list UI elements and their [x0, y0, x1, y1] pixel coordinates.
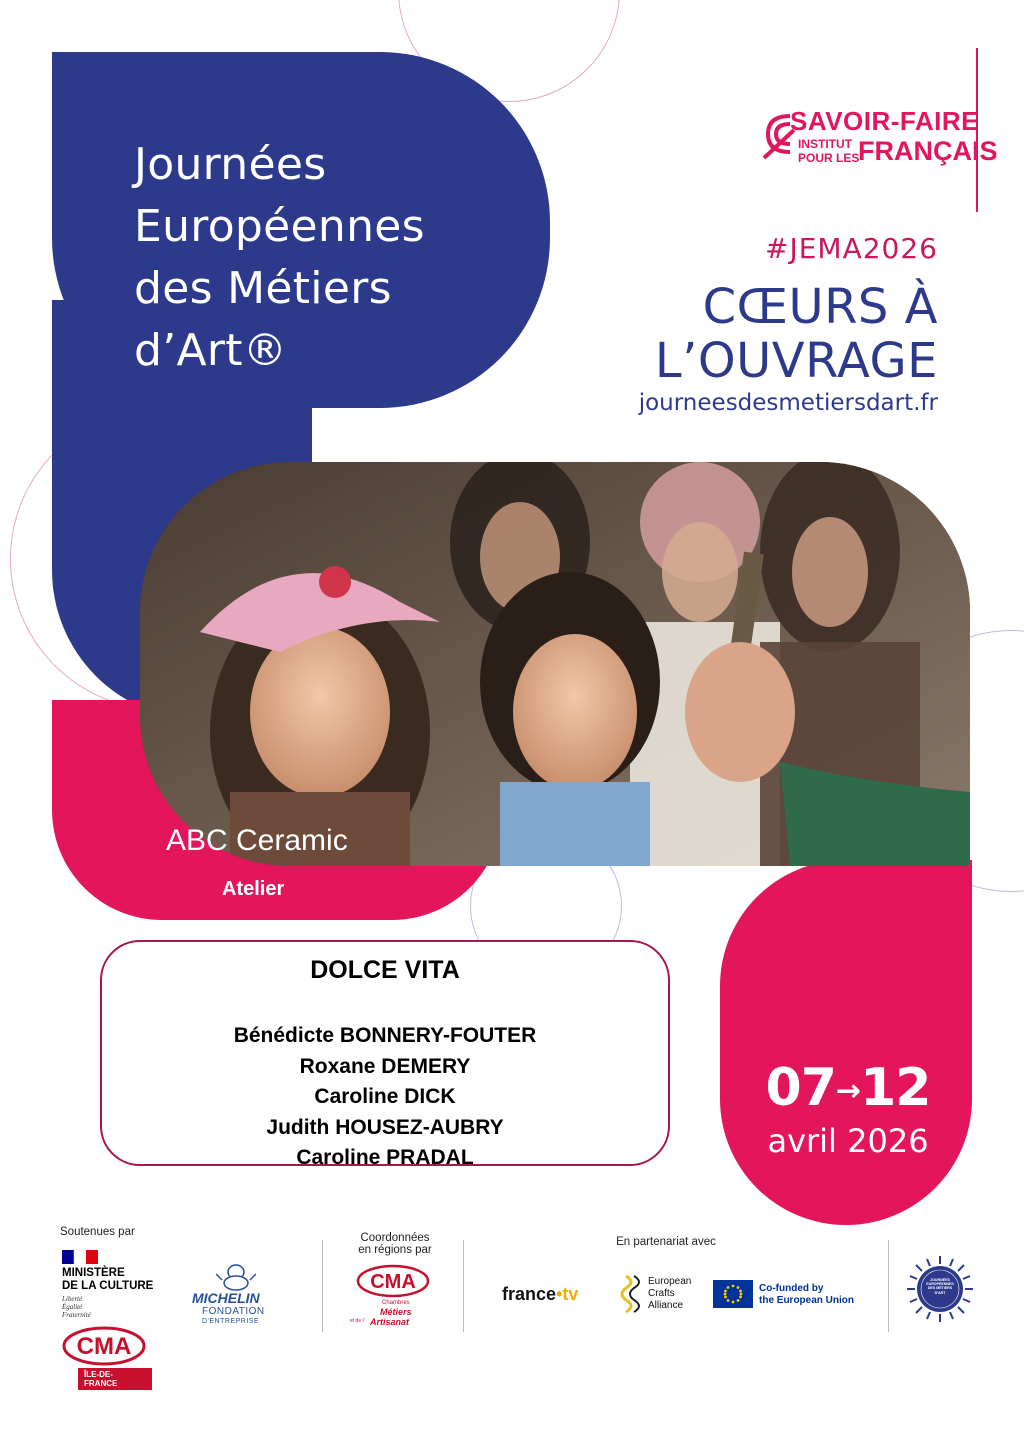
eca-line1: European [648, 1276, 692, 1287]
ministere-motto [62, 1295, 91, 1319]
motto-line: Fraternité [62, 1311, 91, 1319]
hero-photo [140, 462, 970, 866]
hero-photo-illustration [140, 462, 970, 866]
eu-line1: Co-funded by [759, 1283, 824, 1294]
participant-name: Caroline DICK [314, 1085, 456, 1109]
event-title-line: d’Art® [134, 325, 288, 376]
event-title-line: Européennes [134, 201, 425, 252]
france-tv-suffix: tv [562, 1284, 579, 1304]
footer-divider [888, 1240, 889, 1332]
eca-line2: Crafts [648, 1288, 675, 1299]
coordinated-label [340, 1232, 450, 1256]
campaign-hashtag: #JEMA2026 [765, 232, 938, 265]
participants-list [102, 1021, 668, 1174]
french-flag-icon [62, 1250, 98, 1264]
savoir-faire-line2b: POUR LES [798, 151, 860, 165]
cma-idf-label: ÎLE-DE-FRANCE [78, 1368, 152, 1390]
partnership-label: En partenariat avec [616, 1236, 716, 1248]
venue-type: Atelier [222, 878, 285, 900]
crafts-alliance-icon [620, 1272, 642, 1314]
michelin-bibendum-icon [216, 1264, 256, 1292]
michelin-wordmark: MICHELIN [192, 1290, 260, 1306]
svg-text:CMA: CMA [76, 1333, 132, 1360]
jema-seal-logo [905, 1254, 975, 1324]
savoir-faire-line3: FRANÇAIS [858, 136, 998, 166]
savoir-faire-logo [760, 104, 998, 214]
participant-name: Roxane DEMERY [299, 1054, 471, 1078]
date-start: 07 [765, 1058, 836, 1118]
participant-name: Caroline PRADAL [296, 1146, 474, 1170]
slogan-line: CŒURS À [702, 279, 938, 335]
event-title-line: Journées [134, 139, 327, 190]
date-month-year: avril 2026 [767, 1122, 929, 1160]
supported-by-label: Soutenues par [60, 1226, 135, 1238]
jema-seal-text: JOURNÉES EUROPÉENNES DES MÉTIERS D'ART [926, 1278, 954, 1295]
participant-name: Judith HOUSEZ-AUBRY [266, 1115, 504, 1139]
motto-line: Liberté [62, 1295, 83, 1303]
slogan-line: L’OUVRAGE [654, 333, 938, 389]
ministere-line2: DE LA CULTURE [62, 1280, 154, 1292]
cma-chambres-logo [350, 1264, 440, 1334]
coordinated-line: Coordonnées [360, 1232, 430, 1244]
cma-idf-logo [62, 1326, 152, 1392]
dot-icon: • [556, 1284, 563, 1304]
coordinated-line: en régions par [358, 1244, 432, 1256]
participant-name: Bénédicte BONNERY-FOUTER [233, 1024, 537, 1047]
france-tv-wordmark: france [502, 1284, 557, 1304]
france-tv-logo [502, 1284, 578, 1305]
michelin-entreprise: D'ENTREPRISE [202, 1318, 260, 1325]
eu-flag-icon [713, 1280, 753, 1308]
cma-chambres-label1: Chambres [382, 1300, 410, 1306]
date-badge [720, 860, 972, 1225]
arrow-icon: → [835, 1073, 861, 1109]
date-end: 12 [860, 1058, 931, 1118]
european-crafts-alliance-logo [620, 1272, 710, 1318]
eca-line3: Alliance [648, 1300, 684, 1311]
eu-cofunded-logo [713, 1280, 863, 1316]
venue-name: ABC Ceramic [166, 824, 348, 857]
cma-chambres-label2: Métiers [380, 1307, 412, 1317]
campaign-slogan [655, 280, 938, 388]
event-title [134, 134, 425, 382]
cma-mark-icon [356, 1264, 430, 1298]
footer-divider [322, 1240, 323, 1332]
website-link[interactable]: journeesdesmetiersdart.fr [638, 390, 938, 416]
ministere-culture-logo [62, 1250, 172, 1320]
savoir-faire-line2a: INSTITUT [798, 137, 852, 151]
participants-box [100, 940, 670, 1170]
motto-line: Égalité [62, 1303, 83, 1311]
cma-mark-icon [62, 1326, 146, 1366]
michelin-fondation-logo [186, 1264, 296, 1324]
event-title-line: des Métiers [134, 263, 392, 314]
date-range [748, 1058, 948, 1118]
participants-title: DOLCE VITA [310, 956, 460, 984]
svg-text:CMA: CMA [370, 1271, 416, 1293]
cma-chambres-label4: Artisanat [370, 1317, 410, 1327]
cma-chambres-label3: et de l' [350, 1318, 365, 1324]
eu-line2: the European Union [759, 1295, 854, 1306]
ministere-line1: MINISTÈRE [62, 1267, 125, 1279]
michelin-fondation: FONDATION [202, 1306, 265, 1317]
footer-divider [463, 1240, 464, 1332]
savoir-faire-line1: SAVOIR-FAIRE [790, 106, 979, 136]
